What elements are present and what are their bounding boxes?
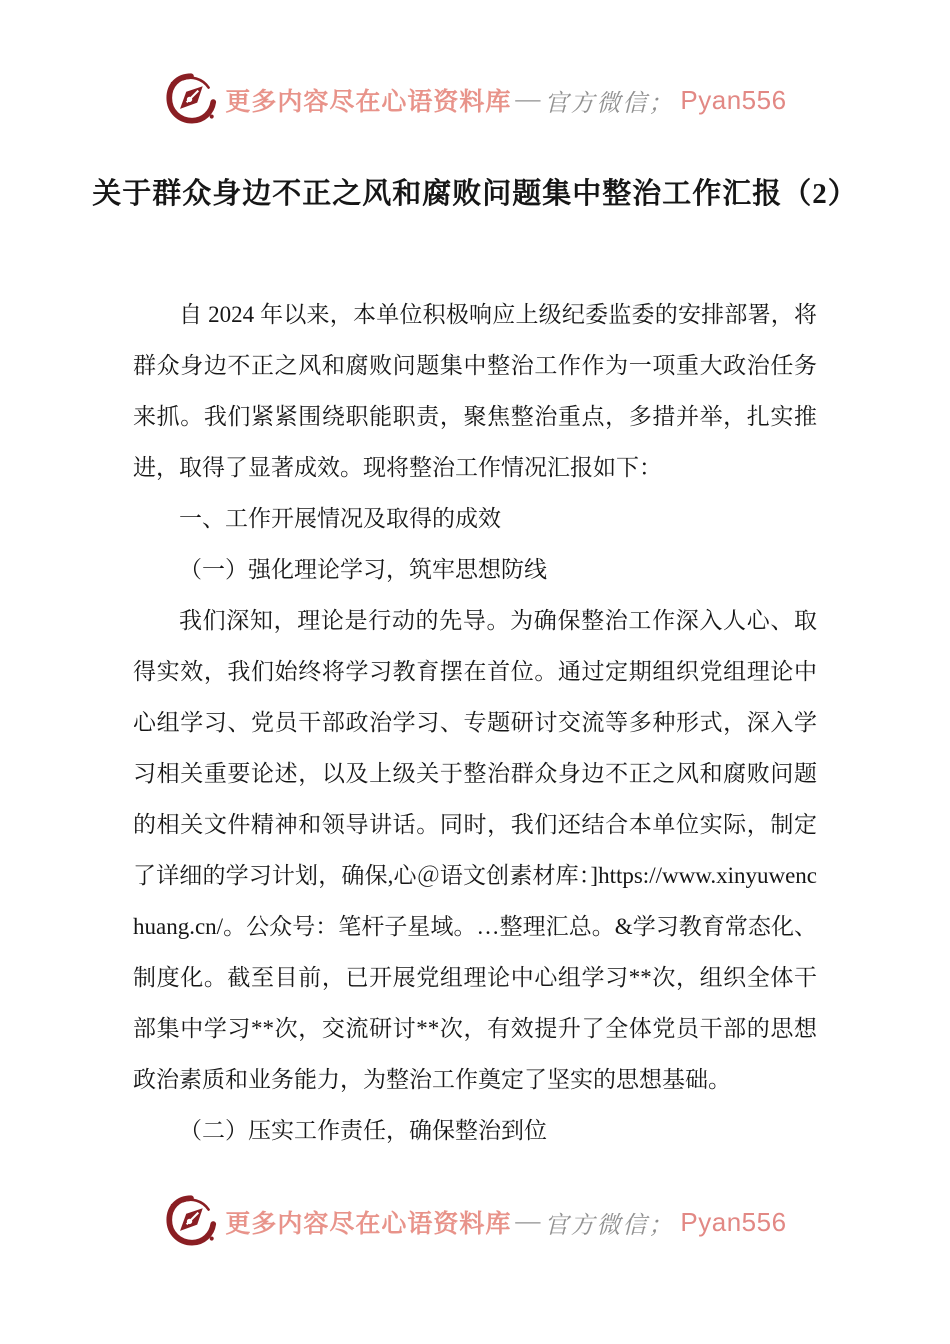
- paragraph-body-1: 我们深知，理论是行动的先导。为确保整治工作深入人心、取得实效，我们始终将学习教育摆在首位。通过定期组织党组理论中心组学习、党员干部政治学习、专题研讨交流等多种形式，深入学习相关重要论述，以及上级关于整治群众身边不正之风和腐败问题的相关文件精神和领导讲话。同时，我们还结合本单位实际，制定了详细的学习计划，确保,心＠语文创素材库：]https://www.xinyuwenchuang.cn/。公众号：笔杆子星域。…整理汇总。&学习教育常态化、制度化。截至目前，已开展党组理论中心组学习**次，组织全体干部集中学习**次，交流研讨**次，有效提升了全体党员干部的思想政治素质和业务能力，为整治工作奠定了坚实的思想基础。: [133, 608, 817, 1092]
- wechat-id: Pyan556: [680, 84, 787, 115]
- wechat-label: 官方微信；: [544, 1212, 675, 1239]
- wechat-id: Pyan556: [680, 1206, 787, 1237]
- wechat-label: 官方微信；: [544, 90, 675, 117]
- footer-brand: [0, 1192, 950, 1252]
- pen-nib-logo-icon: [163, 70, 219, 130]
- brand-dash: —: [515, 1208, 541, 1235]
- header-brand: [0, 70, 950, 130]
- paragraph-subsection-heading-1: （一）强化理论学习，筑牢思想防线: [179, 557, 547, 582]
- paragraph-section-heading-1: 一、工作开展情况及取得的成效: [179, 506, 501, 531]
- document-body: [133, 289, 817, 1187]
- pen-nib-logo-icon: [163, 1192, 219, 1252]
- brand-slogan: 更多内容尽在心语资料库: [225, 89, 512, 116]
- brand-slogan: 更多内容尽在心语资料库: [225, 1211, 512, 1238]
- paragraph-subsection-heading-2: （二）压实工作责任，确保整治到位: [179, 1118, 547, 1143]
- document-title: 关于群众身边不正之风和腐败问题集中整治工作汇报（2）: [92, 178, 858, 210]
- brand-dash: —: [515, 86, 541, 113]
- paragraph-intro: 自 2024 年以来，本单位积极响应上级纪委监委的安排部署，将群众身边不正之风和腐败问题集中整治工作作为一项重大政治任务来抓。我们紧紧围绕职能职责，聚焦整治重点，多措并举，扎实推进，取得了显著成效。现将整治工作情况汇报如下：: [133, 302, 817, 480]
